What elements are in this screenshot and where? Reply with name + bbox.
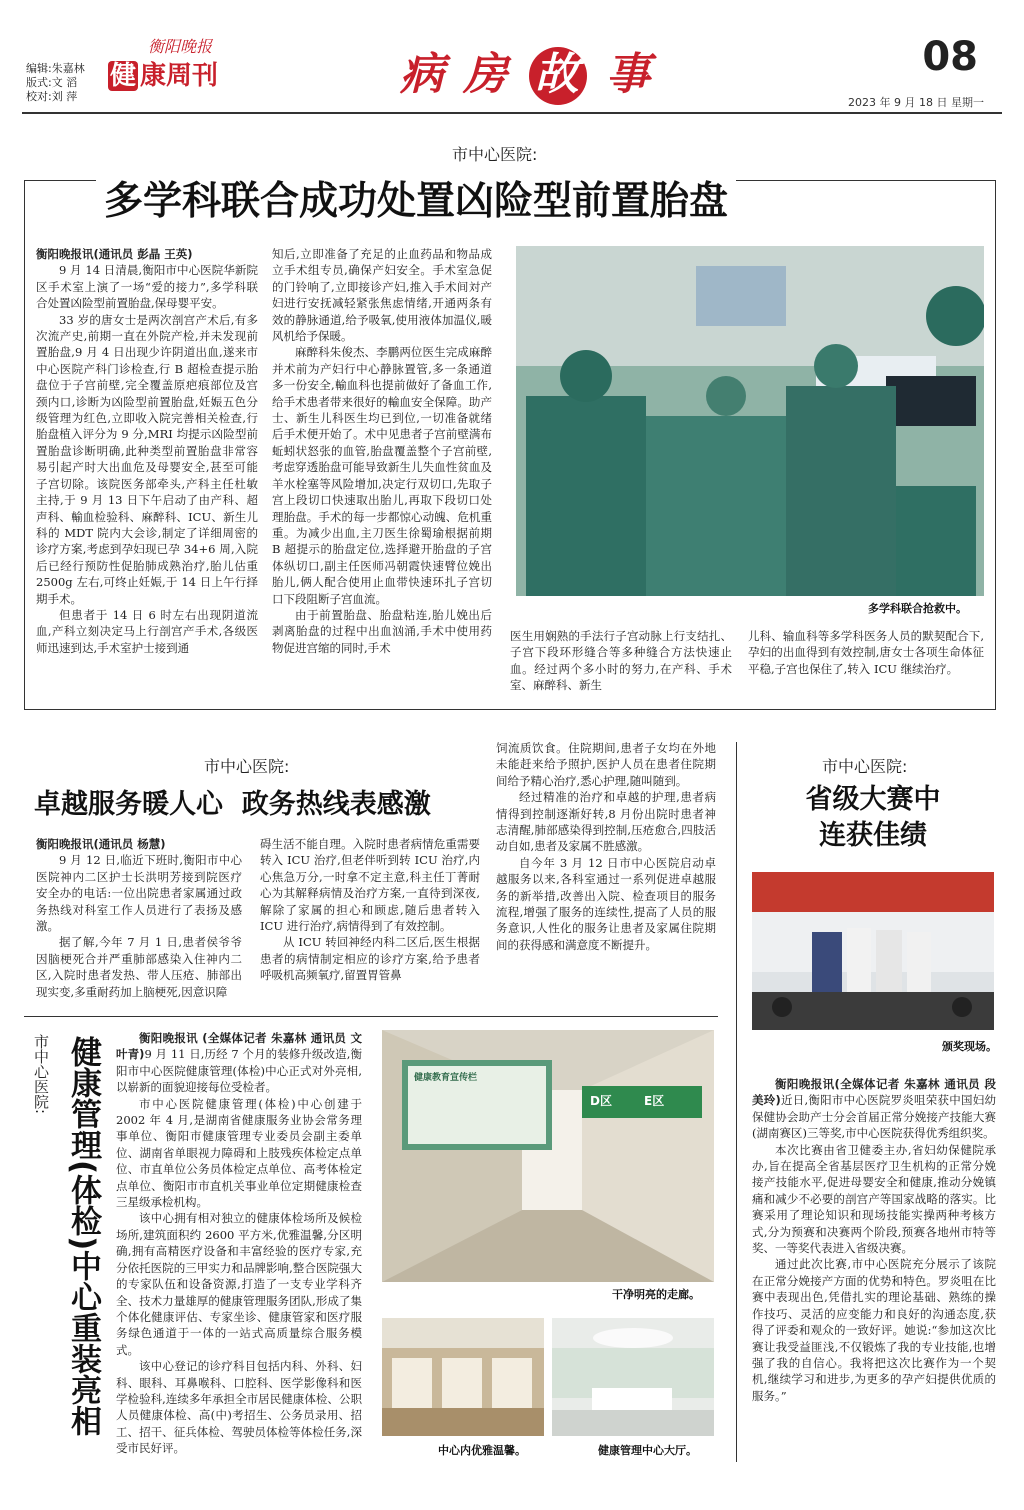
hall-caption: 健康管理中心大厅。 (598, 1444, 697, 1457)
paragraph: 但患者于 14 日 6 时左右出现阴道流血,产科立刻决定马上行剖宫产手术,各级医师迅速到达,手术室护士接到通 (36, 607, 258, 655)
proof-line: 校对:刘 萍 (26, 90, 78, 103)
article1-col4: 儿科、输血科等多学科医务人员的默契配合下,孕妇的出血得到有效控制,唐女士各项生命体征平稳,子宫也保住了,转入 ICU 继续治疗。 (748, 629, 984, 676)
interior-photo (382, 1318, 544, 1436)
page-date: 2023 年 9 月 18 日 星期一 (848, 96, 984, 109)
paragraph: 9 月 12 日,临近下班时,衡阳市中心医院神内二区护士长洪明芳接到院医疗安全办的电话:一位出院患者家属通过政务热线对科室工作人员进行了表扬及感激。 (36, 853, 242, 934)
corridor-photo-illustration (382, 1030, 714, 1282)
article1-col1 (36, 246, 258, 656)
layout-line: 版式:文 滔 (26, 76, 78, 89)
paragraph: 自今年 3 月 12 日市中心医院启动卓越服务以来,各科室通过一系列促进卓越服务的新举措,改善出入院、检查项目的服务流程,增强了服务的连续性,提高了人员的服务意识,人性化的服务让患者及家属住院期间的获得感和满意度不断提升。 (496, 855, 716, 952)
corridor-photo (382, 1030, 714, 1282)
editor-line: 编辑:朱嘉林 (26, 62, 85, 75)
article4-headline: 健康管理(体检)中心重装亮相 (65, 1036, 101, 1437)
interior-photo-illustration (382, 1318, 544, 1436)
article3-kicker: 市中心医院: (822, 757, 908, 776)
paragraph (116, 1030, 362, 1096)
brand-rest: 康周刊 (140, 61, 219, 91)
section-char: 房 (463, 49, 510, 100)
article2-byline: 衡阳晚报讯(通讯员 杨慧) (36, 837, 166, 851)
paragraph: 从 ICU 转回神经内科二区后,医生根据患者的病情制定相应的诊疗方案,给予患者呼吸机高频氧疗,留置胃管鼻 (260, 935, 480, 983)
paragraph-text: 9 月 11 日,历经 7 个月的装修升级改造,衡阳市中心医院健康管理(体检)中心正式对外亮相,以崭新的面貌迎接每位受检者。 (116, 1047, 362, 1095)
article1-kicker: 市中心医院: (452, 145, 538, 164)
article4-body (116, 1030, 362, 1457)
paragraph: 经过精准的治疗和卓越的护理,患者病情得到控制逐渐好转,8 月份出院时患者神志清醒,肺部感染得到控制,压疮愈合,四肢活动自如,患者及家属不胜感激。 (496, 790, 716, 854)
surgery-photo-illustration (516, 246, 984, 596)
section-char: 病 (400, 49, 446, 100)
column-divider (736, 742, 737, 1462)
hall-photo-illustration (552, 1318, 714, 1436)
paragraph-text: 近日,衡阳市中心医院罗炎咀荣获中国妇幼保健协会助产士分会首届正常分娩接产技能大赛(湖南赛区)三等奖,市中心医院获得优秀组织奖。 (752, 1093, 996, 1141)
paragraph: 该中心登记的诊疗科目包括内科、外科、妇科、眼科、耳鼻喉科、口腔科、医学影像科和医学检验科,连续多年承担全市居民健康体检、公职人员健康体检、高(中)考招生、公务员录用、招工、招干、征兵体检、驾驶员体检等体检任务,深受市民好评。 (116, 1359, 362, 1456)
corridor-caption: 干净明亮的走廊。 (612, 1288, 700, 1301)
paragraph: 麻醉科朱俊杰、李鹏两位医生完成麻醉并术前为产妇行中心静脉置管,多一条通道多一份安全,輸血科也提前做好了备血工作,给手术患者带来很好的輸血安全保障。助产士、新生儿科医生均已到位,一切准备就绪后手术便开始了。术中见患者子宫前壁满布蚯蚓状怒张的血管,胎盘覆盖整个子宫前壁,考虑穿透胎盘可能导致新生儿失血性贫血及羊水栓塞等风险增加,决定行双切口,先取子宫上段切口快速取出胎儿,再取下段切口处理胎盘。手术的每一步都惊心动魄、危机重重。为减少出血,主刀医生徐蜀瑜根据前期 B 超提示的胎盘定位,选择避开胎盘的子宫体纵切口,副主任医师冯朝霞快速臂位娩出胎儿,俩人配合使用止血带快速环扎子宫切口下段阻断子宫血流。 (272, 345, 492, 606)
article3-headline-line: 省级大赛中 (805, 784, 941, 815)
article3-headline-line: 连获佳绩 (819, 820, 927, 851)
sign-e: E区 (644, 1094, 665, 1108)
article4-byline: 衡阳晚报讯 (全媒体记者 朱嘉林 通讯员 文叶青) (116, 1031, 362, 1062)
editors-credits (26, 62, 85, 104)
paragraph: 9 月 14 日清晨,衡阳市中心医院华新院区手术室上演了一场“爱的接力”,多学科联合处置凶险型前置胎盘,保母婴平安。 (36, 263, 258, 311)
brand-big (108, 55, 268, 92)
award-photo-caption: 颁奖现场。 (942, 1040, 997, 1053)
interior-caption: 中心内优雅温馨。 (438, 1444, 526, 1457)
article3-body (752, 1076, 996, 1404)
hall-photo (552, 1318, 714, 1436)
section-char: 事 (605, 49, 652, 100)
board-title: 健康教育宣传栏 (414, 1073, 478, 1083)
article3-headline (798, 782, 948, 854)
newspaper-logo (108, 34, 268, 92)
paragraph: 据了解,今年 7 月 1 日,患者侯爷爷因脑梗死合并严重肺部感染入住神内二区,入院时患者发热、带人压疮、肺部出现实变,多重耐药加上脑梗死,因意识障 (36, 935, 242, 999)
paragraph: 由于前置胎盘、胎盘粘连,胎儿娩出后剥离胎盘的过程中出血汹涌,手术中使用药物促进宫缩的同时,手术 (272, 607, 492, 655)
surgery-photo-caption: 多学科联合抢救中。 (868, 602, 967, 615)
paragraph: 该中心拥有相对独立的健康体检场所及候检场所,建筑面积约 2600 平方米,优雅温馨,分区明确,拥有高精医疗设备和丰富经验的医疗专家,充分依托医院的三甲实力和品牌影响,整合医院强大的专家队伍和设备资源,打造了一支专业学科齐全、技术力量雄厚的健康管理服务团队,形成了集个体化健康评估、专家坐诊、健康管家和医疗服务绿色通道于一体的一站式高质量综合服务模式。 (116, 1211, 362, 1357)
article1-col2 (272, 246, 492, 656)
article2-kicker: 市中心医院: (204, 757, 290, 776)
paragraph: 市中心医院健康管理(体检)中心创建于 2002 年 4 月,是湖南省健康服务业协会常务理事单位、衡阳市健康管理专业委员会副主委单位、湖南省单眼视力障碍和上肢残疾体检定点单位、市直单位公务员体检定点单位、高考体检定点单位、衡阳市市直机关事业单位定期健康检查三星级承检机构。 (116, 1096, 362, 1210)
article3-byline: 衡阳晚报讯(全媒体记者 朱嘉林 通讯员 段美玲) (752, 1077, 996, 1108)
paragraph: 知后,立即准备了充足的止血药品和物品成立手术组专员,确保产妇安全。手术室急促的门铃响了,立即接诊产妇,推入手术间対产妇进行安抚减轻紧张焦虑情绪,开通两条有效的静脉通道,给予吸氧,使用液体加温仪,暖风机给予保暖。 (272, 247, 492, 344)
surgery-photo (516, 246, 984, 596)
article1-col3: 医生用娴熟的手法行子宫动脉上行支结扎、子宫下段环形缝合等多种缝合方法快速止血。经过两个多小时的努力,在产科、手术室、麻醉科、新生 (510, 629, 732, 693)
section-char-circle: 故 (529, 47, 587, 105)
section-title (400, 38, 652, 105)
paragraph: 本次比赛由省卫健委主办,省妇幼保健院承办,旨在提高全省基层医疗卫生机构的正常分娩接产技能水平,促进母婴安全和健康,推动分娩镇痛和减少不必要的剖宫产等国家战略的落实。比赛采用了理论知识和现场技能实操两种考核方式,分为预赛和决赛两个阶段,预赛各地州市特等奖、一等奖代表进入省级决赛。 (752, 1142, 996, 1256)
paragraph: 33 岁的唐女士是两次剖宫产术后,有多次流产史,前期一直在外院产检,并未发现前置胎盘,9 月 4 日出现少许阴道出血,遂来市中心医院产科门诊检查,行 B 超检查提示胎盘位于子宫前壁,完全覆盖原疤痕部位及宫颈内口,诊断为凶险型前置胎盘,妊娠五色分级管理为红色,立即收入院完善相关检查,行胎盘植入评分为 9 分,MRI 均提示凶险型前置胎盘诊断明确,此种类型前置胎盘非常容易引起产时大出血危及母婴安全,甚至可能子宫切除。该院医务部牵头,产科主任杜敏主持,于 9 月 13 日下午启动了由产科、超声科、輸血检验科、麻醉科、ICU、新生儿科的 MDT 院内大会诊,制定了详细周密的诊疗方案,考虑到孕妇现已孕 34+6 周,入院后已经行预防性促胎肺成熟治疗,胎儿估重 2500g 左右,可终止妊娠,于 14 日上午行择期手术。 (36, 312, 258, 606)
article4-kicker: 市中心医院: (32, 1034, 50, 1115)
brand-box: 健 (110, 61, 137, 91)
article2-col1 (36, 836, 242, 1000)
brand-small: 衡阳晚报 (148, 37, 213, 56)
paragraph: 饲流质饮食。住院期间,患者子女均在外地未能赶来给予照护,医护人员在患者住院期间给予精心治疗,悉心护理,随叫随到。 (496, 741, 716, 788)
section-divider (24, 1016, 718, 1017)
paragraph: 碍生活不能自理。入院时患者病情危重需要转入 ICU 治疗,但老伴听到转 ICU 治疗,内心焦急万分,一时拿不定主意,科主任丁菁耐心为其解释病情及治疗方案,一直待到深夜,解除了家属的担心和顾虑,随后患者转入 ICU 进行治疗,病情得到了有效控制。 (260, 837, 480, 934)
paragraph: 通过此次比赛,市中心医院充分展示了该院在正常分娩接产方面的优势和特色。罗炎咀在比赛中表现出色,凭借扎实的理论基础、熟练的操作技巧、灵活的应变能力和良好的沟通态度,获得了评委和观众的一致好评。她说:“参加这次比赛让我受益匪浅,不仅锻炼了我的专业技能,也增强了我的自信心。我将把这次比赛作为一个契机,继续学习和进步,为更多的孕产妇提供优质的服务。” (752, 1257, 996, 1403)
article2-col2 (260, 836, 480, 984)
award-photo (752, 872, 994, 1030)
header-rule (22, 112, 1002, 114)
article1-headline: 多学科联合成功处置凶险型前置胎盘 (96, 170, 736, 226)
article2-col3 (496, 740, 716, 953)
award-photo-illustration (752, 872, 994, 1030)
paragraph (752, 1076, 996, 1142)
article2-headline: 卓越服务暖人心 政务热线表感激 (34, 789, 431, 820)
sign-d: D区 (590, 1094, 612, 1108)
article1-byline: 衡阳晚报讯(通讯员 彭晶 王英) (36, 247, 193, 261)
page-number: 08 (922, 34, 978, 80)
